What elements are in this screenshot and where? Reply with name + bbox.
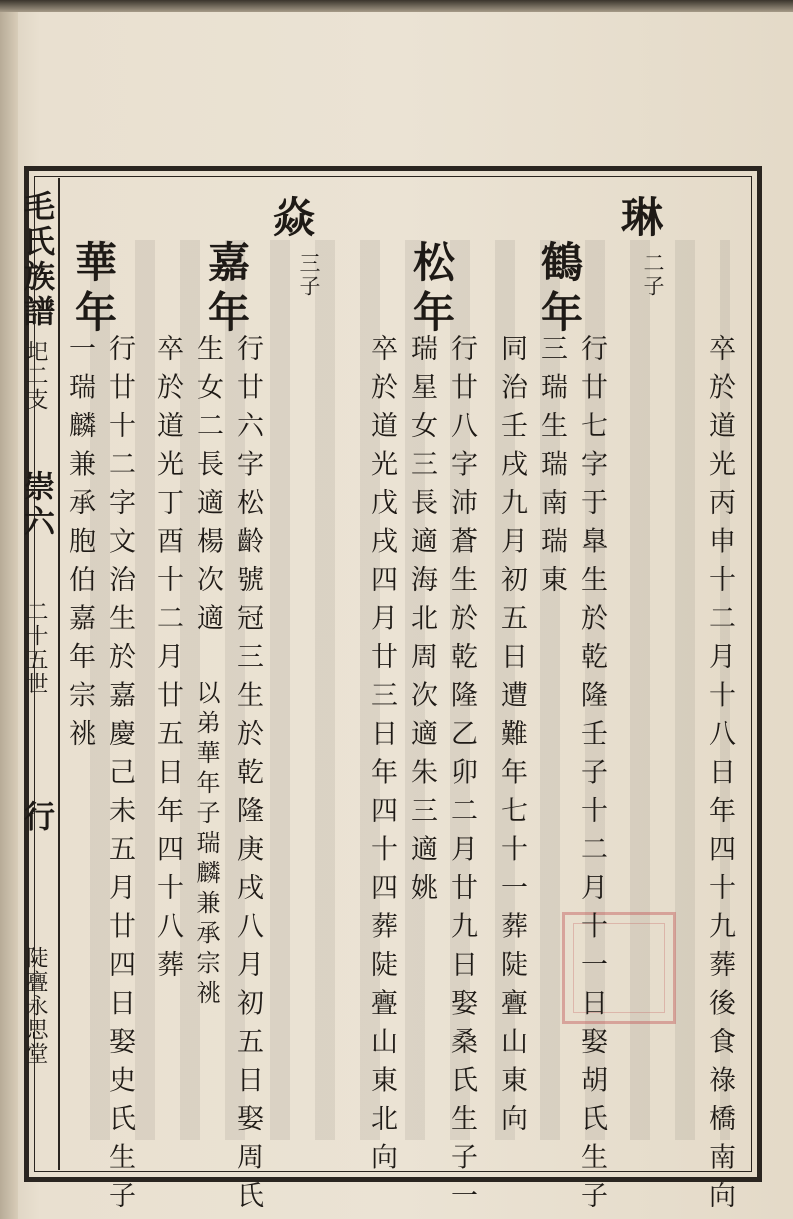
text-column-6b: 卒於道光戊戌四月廿三日年四十四葬陡亹山東北向 [366, 334, 397, 1181]
text-column-10: 行廿十二字文治生於嘉慶己未五月廿四日娶史氏生子 [104, 334, 135, 1219]
text-column-8: 行廿六字松齡號冠三生於乾隆庚戌八月初五日娶周氏 [232, 334, 263, 1219]
generation-label: 二十五世 [23, 600, 48, 696]
book-spine-edge [0, 0, 18, 1219]
note-two-sons: 二子 [641, 252, 665, 298]
text-column-5: 行廿八字沛蒼生於乾隆乙卯二月廿九日娶桑氏生子一 [446, 334, 477, 1219]
text-column-9c: 卒於道光丁酉十二月廿五日年四十八葬 [152, 334, 183, 989]
text-column-3: 行廿七字于臯生於乾隆壬子十二月十一日娶胡氏生子 [576, 334, 607, 1219]
text-column-4b: 同治壬戌九月初五日遭難年七十一葬陡亹山東向 [496, 334, 527, 1143]
book-title: 毛氏族譜 [18, 190, 54, 330]
person-name-henian: 鶴年 [535, 240, 584, 340]
text-column-6: 瑞星女三長適海北周次適朱三適姚 [406, 334, 437, 912]
person-name-huanian: 華年 [69, 240, 118, 340]
person-name-jianian: 嘉年 [202, 240, 251, 340]
text-column-9b: 以弟華年子瑞麟兼承宗祧 [192, 680, 220, 1010]
hall-footer: 陡亹永思堂 [23, 946, 48, 1066]
page-top-edge [0, 0, 793, 12]
text-column-1: 卒於道光丙申十二月十八日年四十九葬後食祿橋南向 [704, 334, 735, 1219]
person-name-songnian: 松年 [407, 240, 456, 340]
note-three-sons: 三子 [297, 252, 321, 298]
person-name-yan: 焱 [267, 195, 316, 245]
next-page-char: 行 [18, 800, 54, 835]
branch-label: 圯二支 [23, 340, 48, 412]
person-name-lin: 琳 [615, 195, 664, 245]
hall-label: 崇六 [18, 470, 54, 540]
text-column-9: 生女二長適楊次適 [192, 334, 223, 642]
center-column-rule [58, 178, 60, 1170]
text-column-11: 一瑞麟兼承胞伯嘉年宗祧 [64, 334, 95, 758]
text-column-4: 三瑞生瑞南瑞東 [536, 334, 567, 604]
